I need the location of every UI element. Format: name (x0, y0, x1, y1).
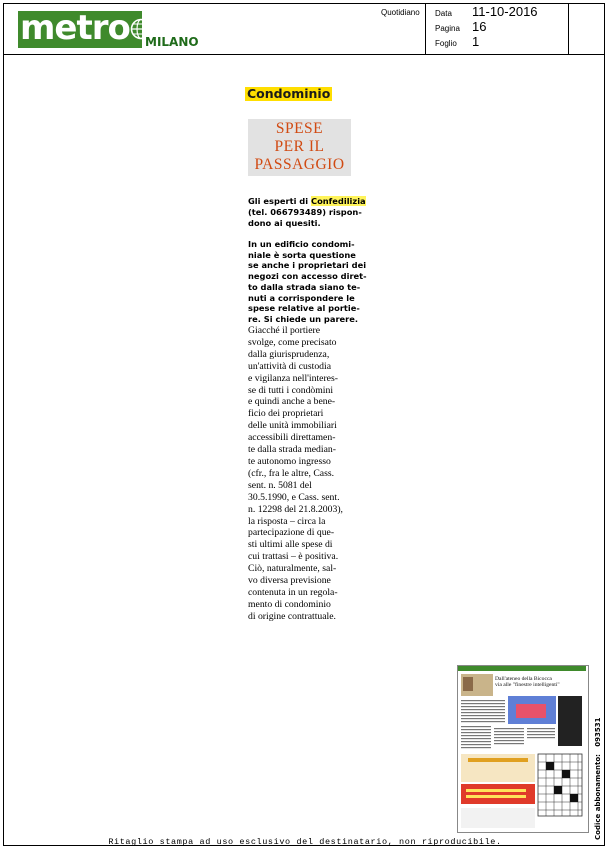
question-line: spese relative al portie- (248, 303, 360, 314)
sheet-value: 1 (472, 34, 480, 49)
thumbnail-headline-line: Dall'ateneo della Bicocca (495, 676, 552, 682)
answer-line: te dalla strada median- (248, 444, 336, 456)
expert-answer (248, 325, 364, 623)
answer-line: mento di condominio (248, 598, 331, 610)
answer-line: la risposta – circa la (248, 515, 326, 527)
answer-line: delle unità immobiliari (248, 420, 337, 432)
question-line: In un edificio condomi- (248, 239, 355, 249)
page-thumbnail (457, 665, 589, 833)
question-line: nuti a corrispondere le (248, 292, 355, 303)
metro-milano-logo (18, 8, 199, 49)
intro-line: dono ai quesiti. (248, 218, 321, 229)
header-divider (3, 54, 605, 55)
answer-line: vo diversa previsione (248, 575, 331, 587)
article-intro (248, 196, 364, 230)
answer-line: partecipazione di que- (248, 527, 335, 539)
logo-word: metro (20, 8, 130, 48)
answer-line: accessibili direttamen- (248, 432, 336, 444)
answer-line: se di tutti i condòmini (248, 384, 334, 396)
subscription-code (594, 718, 602, 840)
headline (248, 120, 351, 174)
answer-line: (cfr., fra le altre, Cass. (248, 467, 335, 479)
header-divider-left (425, 3, 426, 55)
answer-line: contenuta in un regola- (248, 586, 338, 598)
header-divider-right (568, 3, 569, 55)
answer-line: dalla giurisprudenza, (248, 348, 330, 360)
answer-line: sti ultimi alle spese di (248, 539, 333, 551)
sheet-label: Foglio (435, 39, 457, 48)
answer-line: svolge, come precisato (248, 336, 337, 348)
answer-line: 30.5.1990, e Cass. sent. (248, 491, 340, 503)
logo-city: MILANO (145, 35, 199, 49)
answer-line: un'attività di custodia (248, 360, 331, 372)
page-thumbnail-preview (458, 666, 586, 830)
page-label: Pagina (435, 24, 460, 33)
answer-line: Giacché il portiere (248, 325, 321, 336)
question-line: negozi con accesso diret- (248, 271, 367, 282)
page-value: 16 (472, 19, 487, 34)
headline-line: PER IL (274, 138, 325, 155)
answer-line: cui trattasi – è positiva. (248, 551, 339, 563)
date-value: 11-10-2016 (472, 4, 538, 19)
answer-line: te autonomo ingresso (248, 455, 331, 467)
answer-line: Ciò, naturalmente, sal- (248, 563, 337, 575)
thumbnail-headline-line: via alle "finestre intelligenti" (495, 682, 560, 688)
headline-line: SPESE (275, 120, 324, 137)
headline-line: PASSAGGIO (254, 156, 345, 173)
intro-line: (tel. 066793489) rispon- (248, 207, 362, 218)
answer-line: ficio dei proprietari (248, 408, 324, 420)
answer-line: e quindi anche a bene- (248, 396, 336, 408)
answer-line: sent. n. 5081 del (248, 479, 312, 491)
answer-line: e vigilanza nell'interes- (248, 372, 338, 384)
question-line: niale è sorta questione (248, 249, 356, 260)
date-label: Data (435, 9, 452, 18)
reader-question (248, 239, 367, 325)
subscription-label: Codice abbonamento: (594, 754, 602, 840)
subscription-number: 093531 (594, 717, 602, 747)
answer-line: di origine contrattuale. (248, 610, 336, 622)
intro-prefix: Gli esperti di (248, 196, 311, 206)
headline-box (248, 119, 351, 176)
answer-line: n. 12298 del 21.8.2003), (248, 503, 343, 515)
question-line: se anche i proprietari dei (248, 260, 367, 271)
reproduction-notice: Ritaglio stampa ad uso esclusivo del destinatario, non riproducibile. (108, 837, 502, 847)
publication-type: Quotidiano (381, 8, 420, 17)
organization-name: Confedilizia (310, 196, 366, 206)
question-line: re. Si chiede un parere. (248, 313, 359, 324)
section-rubric: Condominio (247, 86, 331, 101)
question-line: to dalla strada siano te- (248, 281, 361, 292)
